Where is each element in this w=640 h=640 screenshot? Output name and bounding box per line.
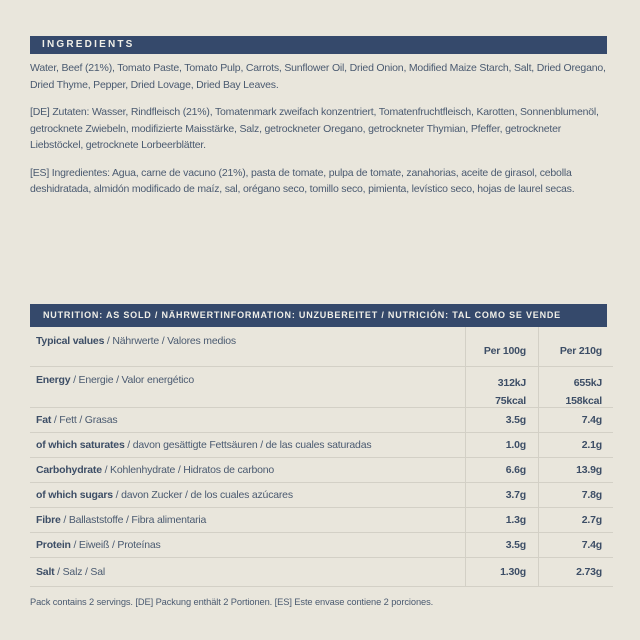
- value-per-100g: 3.5g: [465, 408, 538, 432]
- ingredients-text-es: [ES] Ingredientes: Agua, carne de vacuno (21%), pasta de tomate, pulpa de tomate, zanahorias, aceite de girasol, cebolla deshidratada, almidón modificado de maíz, sal, orégano seco, tomillo seco, pimienta, levístico seco, hojas de laurel secas.: [30, 166, 575, 195]
- table-row: [30, 367, 613, 408]
- nutrient-label-translations: / Salz / Sal: [54, 566, 105, 578]
- value-per-100g: 1.3g: [465, 508, 538, 532]
- nutrient-label-en: of which saturates: [36, 439, 125, 451]
- nutrient-label: [30, 566, 465, 578]
- nutrient-label: [30, 514, 465, 526]
- nutrition-table-body: [30, 367, 613, 587]
- typical-values-header: [30, 327, 465, 347]
- ingredients-text-en: Water, Beef (21%), Tomato Paste, Tomato Pulp, Carrots, Sunflower Oil, Dried Onion, Modified Maize Starch, Salt, Dried Oregano, Dried Thyme, Pepper, Dried Lovage, Dried Bay Leaves.: [30, 62, 606, 91]
- nutrient-label-translations: / Fett / Grasas: [51, 414, 118, 426]
- nutrition-header-label: NUTRITION: AS SOLD / NÄHRWERTINFORMATION: UNZUBEREITET / NUTRICIÓN: TAL COMO SE VENDE: [43, 310, 561, 320]
- ingredients-header-bar: [30, 36, 607, 54]
- table-row: [30, 558, 613, 587]
- nutrient-label: [30, 439, 465, 451]
- nutrient-label: [30, 464, 465, 476]
- nutrient-label-en: Fat: [36, 414, 52, 426]
- value-per-210g: 13.9g: [538, 458, 613, 482]
- nutrient-label: [30, 489, 465, 501]
- nutrient-label-en: Salt: [36, 566, 55, 578]
- value-per-100g: 1.0g: [465, 433, 538, 457]
- nutrient-label-translations: / Kohlenhydrate / Hidratos de carbono: [101, 464, 275, 476]
- value-per-210g: 7.4g: [538, 408, 613, 432]
- value-per-210g: 2.1g: [538, 433, 613, 457]
- nutrient-label: [30, 414, 465, 426]
- column-header-per-100g: Per 100g: [465, 327, 538, 366]
- nutrient-label-translations: / Eiweiß / Proteínas: [70, 539, 161, 551]
- value-per-100g: 6.6g: [465, 458, 538, 482]
- nutrient-label-translations: / davon Zucker / de los cuales azúcares: [112, 489, 293, 501]
- nutrition-header-bar: [30, 304, 607, 327]
- value-per-100g: 312kJ 75kcal: [465, 367, 538, 407]
- table-row: [30, 533, 613, 558]
- table-header-row: [30, 327, 613, 367]
- servings-note: Pack contains 2 servings. [DE] Packung enthält 2 Portionen. [ES] Este envase contiene 2 porciones.: [30, 597, 434, 607]
- nutrient-label-translations: / davon gesättigte Fettsäuren / de las cuales saturadas: [124, 439, 372, 451]
- value-per-210g: 2.7g: [538, 508, 613, 532]
- nutrient-label-en: Protein: [36, 539, 71, 551]
- ingredients-section: [30, 60, 611, 209]
- typical-values-label-rest: / Nährwerte / Valores medios: [104, 335, 236, 347]
- value-per-210g: 2.73g: [538, 558, 613, 586]
- nutrient-label-en: Fibre: [36, 514, 61, 526]
- value-per-210g: 7.8g: [538, 483, 613, 507]
- nutrient-label-translations: / Energie / Valor energético: [70, 374, 194, 386]
- nutrient-label-en: of which sugars: [36, 489, 113, 501]
- nutrient-label-en: Carbohydrate: [36, 464, 102, 476]
- ingredients-text-de: [DE] Zutaten: Wasser, Rindfleisch (21%), Tomatenmark zweifach konzentriert, Tomatenfruchtfleisch, Karotten, Sonnenblumenöl, getrocknete Zwiebeln, modifizierte Maisstärke, Salz, getrockneter Oregano, getrockneter Thymian, Pfeffer, getrockneter Liebstöckel, getrocknete Lorbeerblätter.: [30, 106, 599, 151]
- nutrient-label: [30, 367, 465, 386]
- column-header-per-210g: Per 210g: [538, 327, 613, 366]
- table-row: [30, 508, 613, 533]
- typical-values-label-en: Typical values: [36, 335, 105, 347]
- nutrient-label-translations: / Ballaststoffe / Fibra alimentaria: [60, 514, 207, 526]
- value-per-210g: 655kJ 158kcal: [538, 367, 613, 407]
- value-per-100g: 1.30g: [465, 558, 538, 586]
- table-row: [30, 408, 613, 433]
- value-per-210g: 7.4g: [538, 533, 613, 557]
- nutrition-table: [30, 327, 613, 587]
- nutrient-label-en: Energy: [36, 374, 71, 386]
- nutrient-label: [30, 539, 465, 551]
- value-per-100g: 3.7g: [465, 483, 538, 507]
- table-row: [30, 483, 613, 508]
- table-row: [30, 433, 613, 458]
- value-per-100g: 3.5g: [465, 533, 538, 557]
- ingredients-header-label: INGREDIENTS: [42, 39, 135, 50]
- table-row: [30, 458, 613, 483]
